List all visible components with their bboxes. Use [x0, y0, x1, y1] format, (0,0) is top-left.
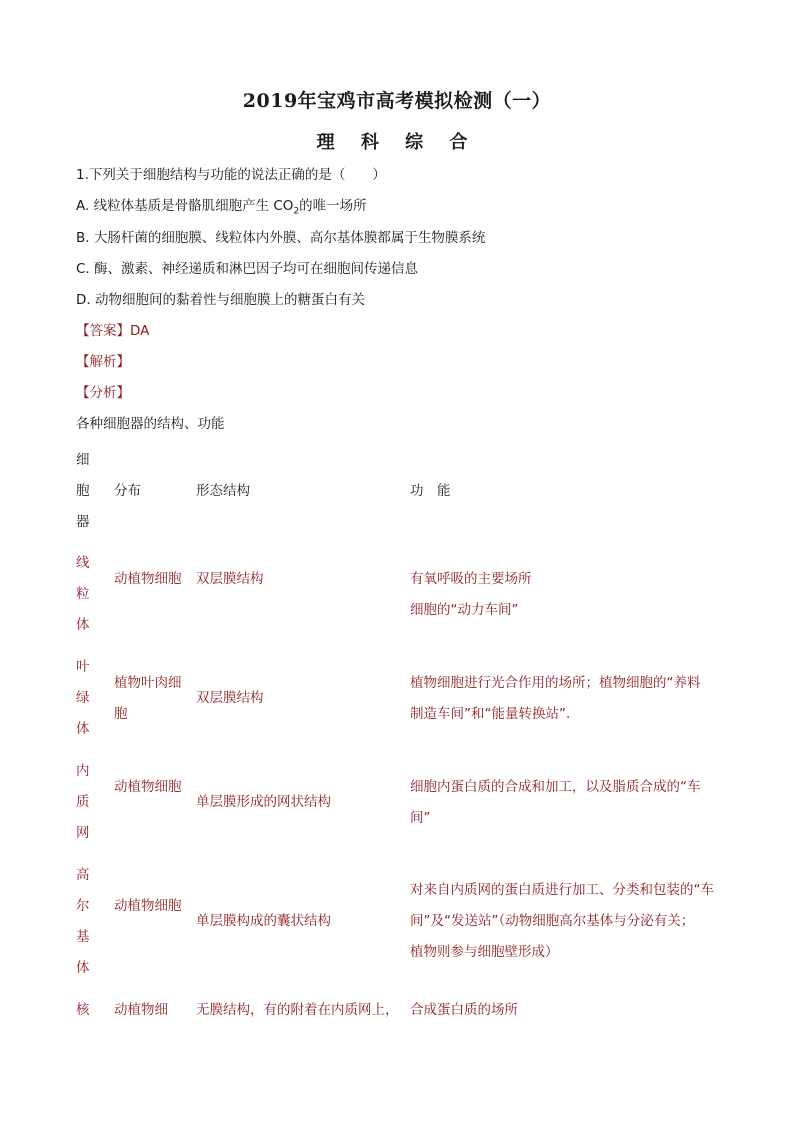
organelle-distribution: 动植物细胞: [114, 571, 182, 587]
organelle-structure: 单层膜形成的网状结构: [196, 794, 331, 810]
organelle-function-line: 有氧呼吸的主要场所: [410, 571, 532, 587]
document-subtitle: 理 科 综 合: [316, 132, 478, 153]
header-distribution: 分布: [114, 483, 141, 499]
header-function: 功 能: [410, 483, 451, 499]
organelle-name: 核: [76, 1002, 90, 1018]
answer-line: [76, 322, 149, 340]
option-a-text-end: 的唯一场所: [299, 198, 367, 214]
option-a-subscript: 2: [293, 206, 300, 217]
option-d: D. 动物细胞间的黏着性与细胞膜上的糖蛋白有关: [76, 292, 365, 308]
organelle-structure: 单层膜构成的囊状结构: [196, 913, 331, 929]
organelle-distribution: 动植物细胞: [114, 779, 182, 795]
answer-label: 【答案】: [76, 323, 130, 339]
fenxi-label: 【分析】: [76, 385, 130, 401]
organelle-distribution: 动植物细: [114, 1002, 168, 1018]
answer-value: DA: [130, 323, 150, 339]
organelle-function-line: 细胞的“动力车间”: [410, 602, 519, 618]
organelle-function-line: 间”: [410, 810, 431, 826]
option-b: B. 大肠杆菌的细胞膜、线粒体内外膜、高尔基体膜都属于生物膜系统: [76, 230, 486, 246]
organelle-structure: 双层膜结构: [196, 571, 264, 587]
organelle-function-line: 植物则参与细胞壁形成）: [410, 944, 559, 960]
document-title: 2019年宝鸡市高考模拟检测（一）: [242, 90, 552, 112]
organelle-function-line: 合成蛋白质的场所: [410, 1002, 518, 1018]
option-a-text: A. 线粒体基质是骨骼肌细胞产生 CO: [76, 198, 294, 214]
header-organelle: 细胞器: [76, 452, 90, 530]
organelle-name: 内质网: [76, 763, 90, 841]
organelle-structure: 双层膜结构: [196, 690, 264, 706]
organelle-function-line: 对来自内质网的蛋白质进行加工、分类和包装的“车: [410, 882, 714, 898]
organelle-distribution: 动植物细胞: [114, 898, 182, 914]
option-c: C. 酶、激素、神经递质和淋巴因子均可在细胞间传递信息: [76, 261, 419, 277]
table-intro: 各种细胞器的结构、功能: [76, 416, 225, 432]
question-stem: 1.下列关于细胞结构与功能的说法正确的是（ ）: [76, 167, 386, 183]
organelle-name: 线粒体: [76, 555, 90, 633]
organelle-name: 高尔基体: [76, 867, 90, 976]
analysis-label: 【解析】: [76, 354, 130, 370]
header-structure: 形态结构: [196, 483, 250, 499]
organelle-function-line: 细胞内蛋白质的合成和加工，以及脂质合成的“车: [410, 779, 701, 795]
organelle-function-line: 制造车间”和“能量转换站”.: [410, 706, 571, 722]
organelle-name: 叶绿体: [76, 659, 90, 737]
organelle-function-line: 间”及“发送站”（动物细胞高尔基体与分泌有关；: [410, 913, 695, 929]
organelle-structure: 无膜结构，有的附着在内质网上，: [196, 1002, 399, 1018]
organelle-distribution: 植物叶肉细胞: [114, 675, 182, 722]
option-a: [76, 197, 367, 221]
organelle-function-line: 植物细胞进行光合作用的场所；植物细胞的“养料: [410, 675, 701, 691]
